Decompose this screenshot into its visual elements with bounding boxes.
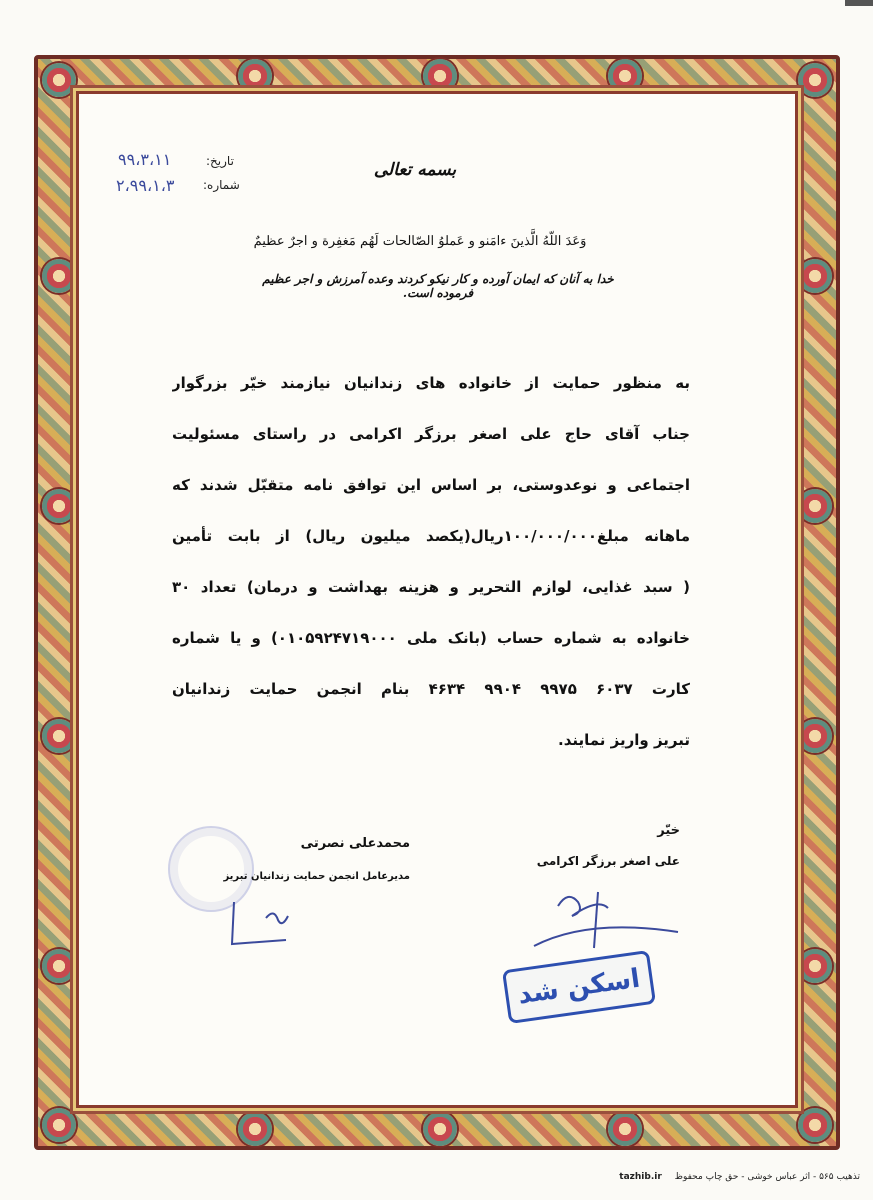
body-line: تبریز واریز نمایند. xyxy=(558,731,690,749)
bottom-ornament xyxy=(238,1112,272,1146)
body-line: خانواده به شماره حساب (بانک ملی ۰۱۰۵۹۲۴۷۱۹۰۰۰) و یا شماره xyxy=(172,629,690,647)
body-line: جناب آقای حاج علی اصغر برزگر اکرامی در راستای مسئولیت xyxy=(172,425,690,443)
scan-edge-mark xyxy=(845,0,873,6)
corner-ornament xyxy=(798,63,832,97)
heading-basmala: بسمه تعالی xyxy=(373,160,457,180)
body-line: اجتماعی و نوعدوستی، بر اساس این توافق نامه متقبّل شدند که xyxy=(172,476,690,494)
footer-credit-text: تذهیب ۵۶۵ - اثر عباس خوشی - حق چاپ محفوظ xyxy=(674,1172,860,1182)
director-name: محمدعلی نصرتی xyxy=(300,836,410,851)
top-ornament xyxy=(608,59,642,93)
date-value: ۹۹،۳،۱۱ xyxy=(118,150,172,169)
corner-ornament xyxy=(42,63,76,97)
side-ornament xyxy=(42,489,76,523)
side-ornament xyxy=(42,949,76,983)
letter-body xyxy=(172,367,690,775)
handwritten-signature-right xyxy=(528,888,688,958)
handwritten-signature-left xyxy=(226,900,296,950)
side-ornament xyxy=(798,489,832,523)
side-ornament xyxy=(42,259,76,293)
donor-title: خیّر xyxy=(657,823,680,838)
verse-translation: خدا به آنان که ایمان آورده و کار نیکو کردند وعده آمرزش و اجر عظیم فرموده است. xyxy=(262,272,614,300)
corner-ornament xyxy=(798,1108,832,1142)
side-ornament xyxy=(798,949,832,983)
corner-ornament xyxy=(42,1108,76,1142)
footer-site: tazhib.ir xyxy=(619,1172,662,1182)
date-label: تاریخ: xyxy=(206,154,234,168)
side-ornament xyxy=(42,719,76,753)
body-line: ماهانه مبلغ۱۰۰/۰۰۰/۰۰۰ریال(یکصد میلیون ریال) از بابت تأمین xyxy=(172,527,690,545)
top-ornament xyxy=(238,59,272,93)
bottom-ornament xyxy=(423,1112,457,1146)
top-ornament xyxy=(423,59,457,93)
stamp-text: اسکن شد xyxy=(516,963,642,1011)
body-line: ( سبد غذایی، لوازم التحریر و هزینه بهداشت و درمان) تعداد ۳۰ xyxy=(172,578,690,596)
body-line: کارت ۶۰۳۷ ۹۹۷۵ ۹۹۰۴ ۴۶۳۴ بنام انجمن حمایت زندانیان xyxy=(172,680,690,698)
donor-signature-block xyxy=(520,823,680,868)
footer-credit xyxy=(560,1172,860,1182)
side-ornament xyxy=(798,719,832,753)
director-title: مدیرعامل انجمن حمایت زندانیان تبریز xyxy=(223,871,410,882)
director-signature-block xyxy=(170,836,410,882)
number-label: شماره: xyxy=(203,178,240,192)
bottom-ornament xyxy=(608,1112,642,1146)
number-value: ۲،۹۹،۱،۳ xyxy=(116,176,175,195)
donor-name: علی اصغر برزگر اکرامی xyxy=(536,854,680,868)
body-line: به منظور حمایت از خانواده های زندانیان نیازمند خیّر بزرگوار xyxy=(172,374,690,392)
quran-verse: وَعَدَ اللّهُ الَّذینَ ءامَنو و عَملوُ الصّالحات لَهُم مَغفِرة و اجرٌ عظیمٌ xyxy=(253,234,587,249)
side-ornament xyxy=(798,259,832,293)
